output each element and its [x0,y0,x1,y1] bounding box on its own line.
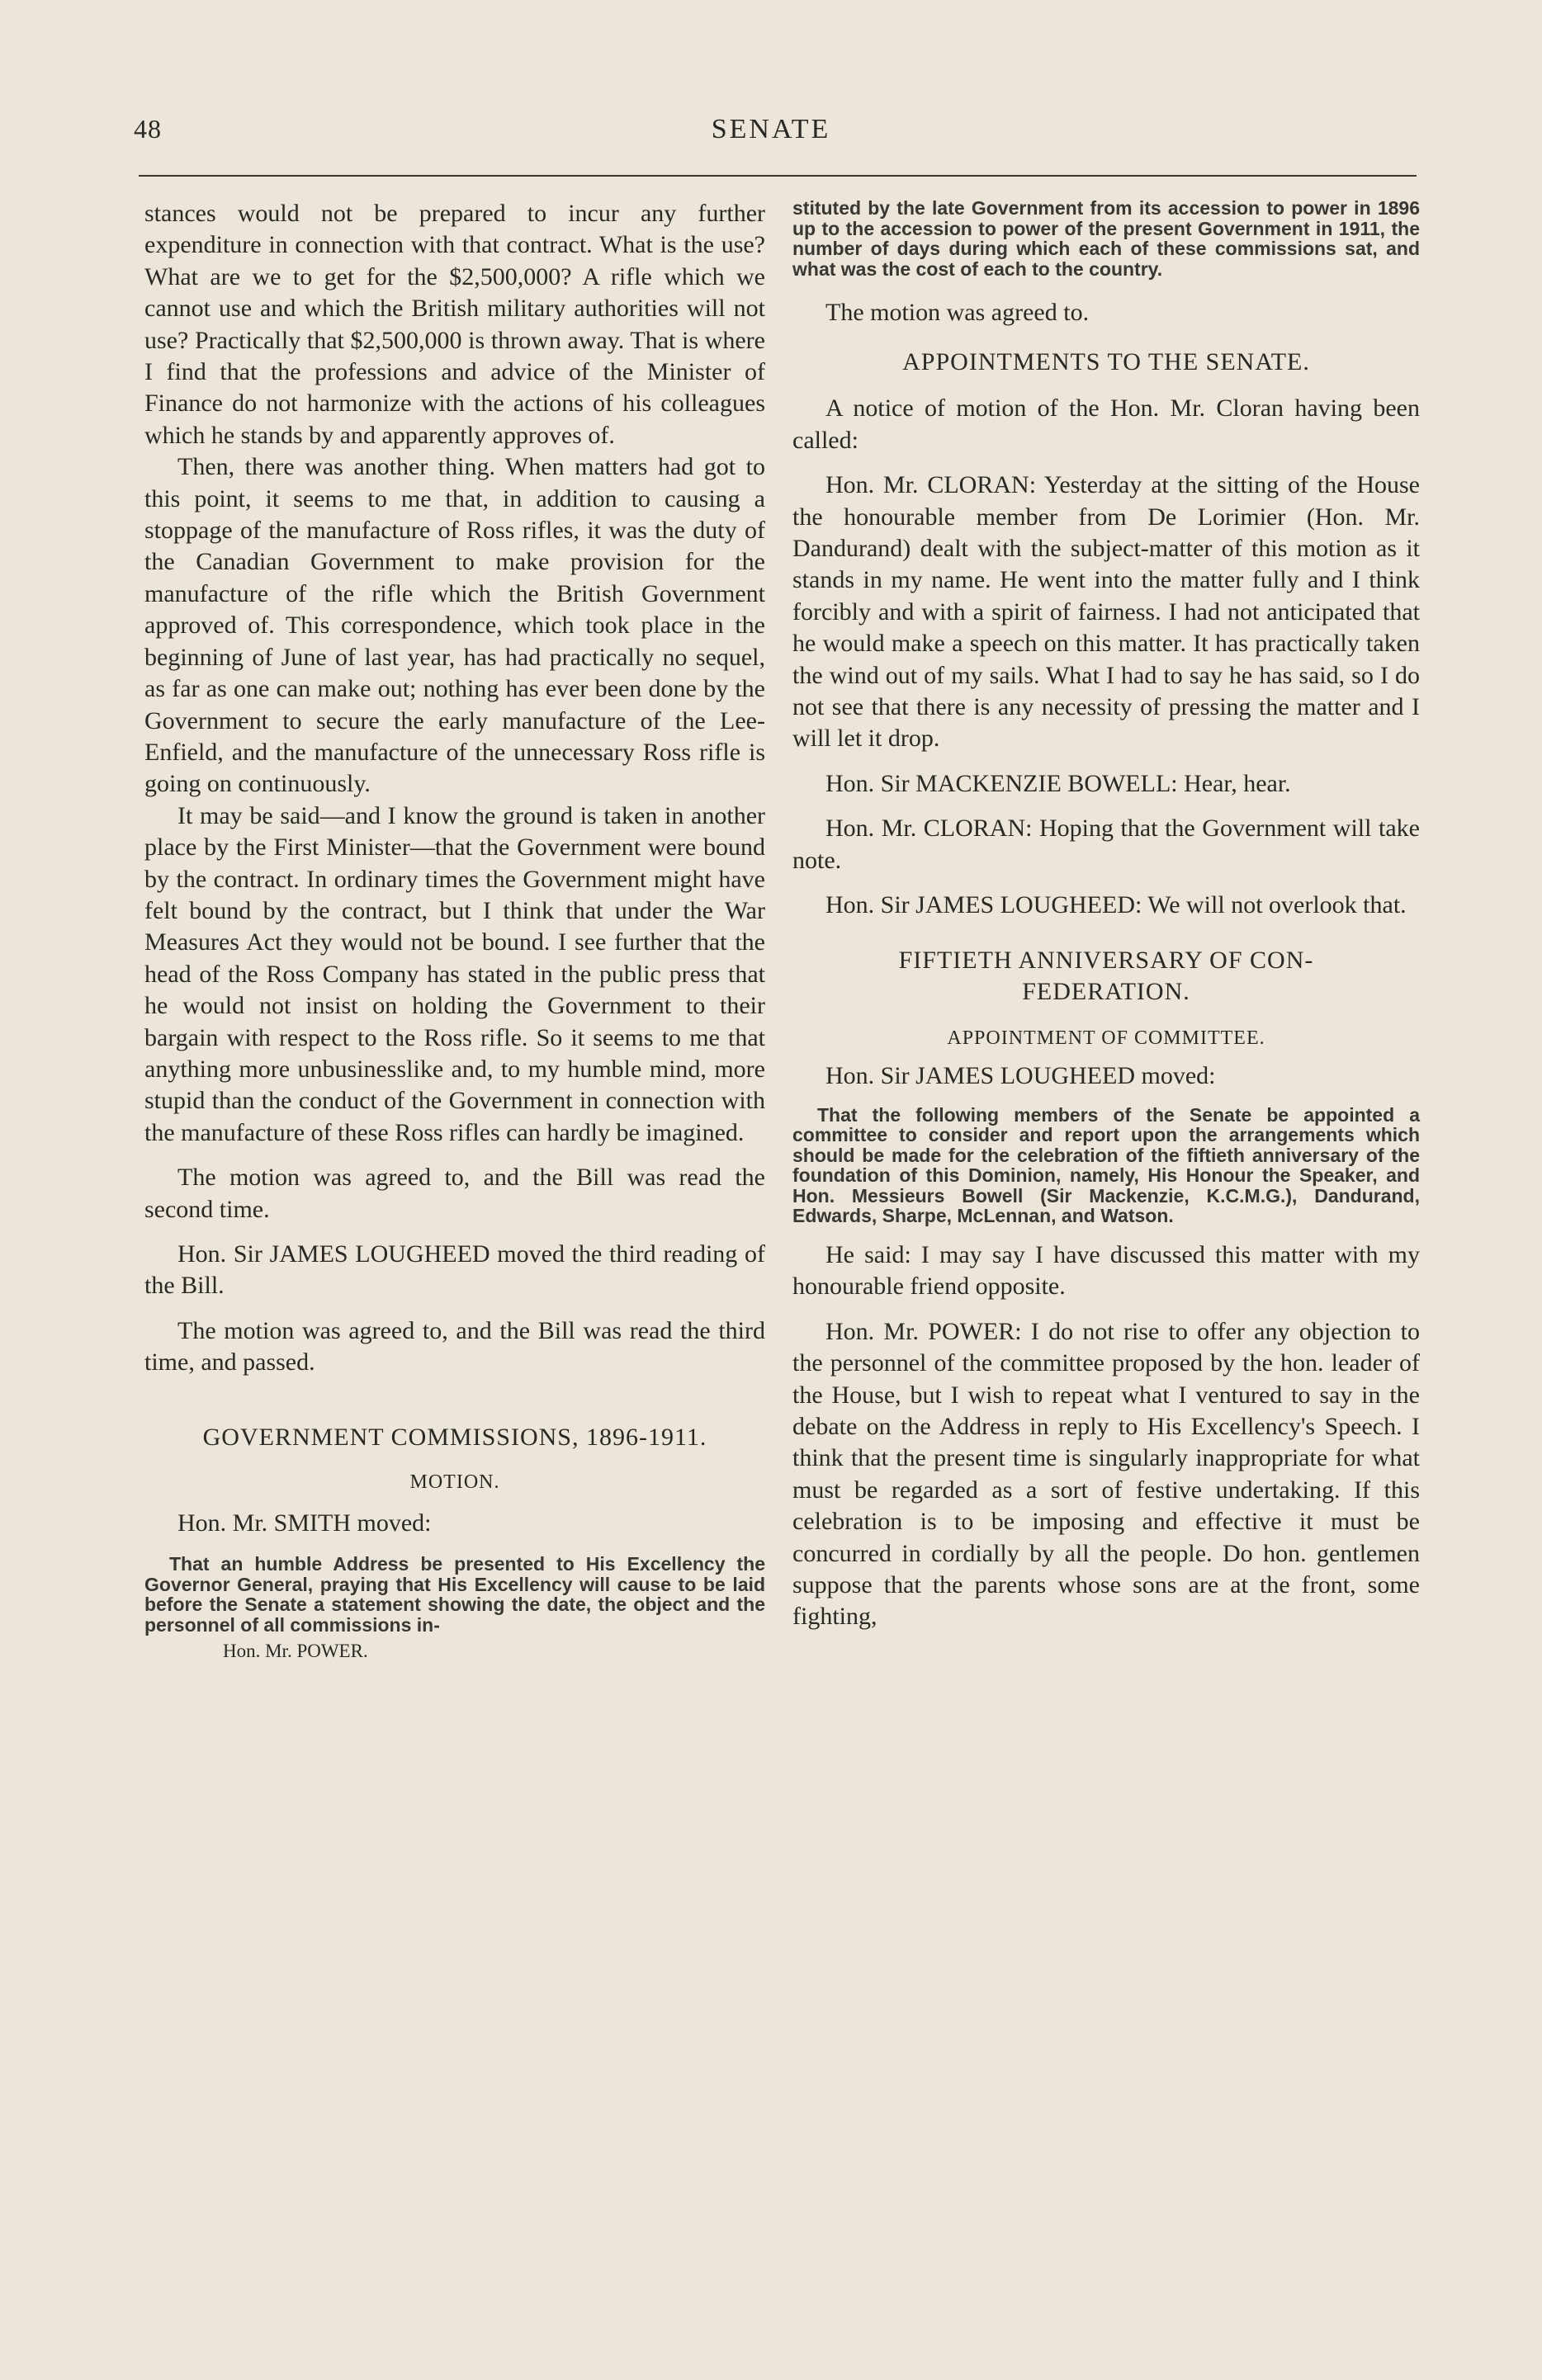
section-heading [792,945,1420,1008]
paragraph: Hon. Sir JAMES LOUGHEED moved the third reading of the Bill. [144,1240,765,1300]
speech-paragraph: Hon. Mr. POWER: I do not rise to offer any objection to the personnel of the committee proposed by the hon. leader of the House, but I wish to repeat what I ventured to say in the debate on the Address in reply to His Excellency's Speech. I think that the present time is singularly inappropriate for what must be regarded as a sort of festive undertaking. If this celebration is to be imposing and effective it must be concurred in cordially by all the people. Do hon. gentlemen suppose that the parents whose sons are at the front, some fighting, [792,1317,1420,1631]
header-rule [139,175,1417,177]
paragraph: The motion was agreed to. [825,299,1090,326]
right-column [792,198,1420,1633]
mover-line: Hon. Sir JAMES LOUGHEED moved: [825,1061,1216,1089]
section-heading: APPOINTMENTS TO THE SENATE. [902,348,1310,376]
section-heading-line: FEDERATION. [1022,977,1190,1005]
motion-text: That an humble Address be presented to His Excellency the Governor General, praying that His Excellency will cause to be laid before the Senate a statement showing the date, the object and the personnel of all commissions in- [144,1553,765,1636]
speech-paragraph: Hon. Mr. CLORAN: Yesterday at the sitting of the House the honourable member from De Lorimier (Hon. Mr. Dandurand) dealt with the subject-matter of this motion as it stands in my name. He went into the matter fully and I think forcibly and with a spirit of fairness. I had not anticipated that he would make a speech on this matter. It has practically taken the wind out of my sails. What I had to say he has said, so I do not see that there is any necessity of pressing the matter and I will let it drop. [792,471,1420,753]
speech-paragraph: Hon. Mr. CLORAN: Hoping that the Government will take note. [792,815,1420,874]
paragraph: stances would not be prepared to incur any further expenditure in connection with that contract. What is the use? What are we to get for the $2,500,000? A rifle which we cannot use and which the British military authorities will not use? Practically that $2,500,000 is thrown away. That is where I find that the professions and advice of the Minister of Finance do not harmonize with the actions of his colleagues which he stands by and apparently approves of. [144,200,765,449]
left-column [144,198,765,1663]
section-heading: GOVERNMENT COMMISSIONS, 1896-1911. [202,1423,707,1451]
paragraph: Then, there was another thing. When matters had got to this point, it seems to me that, in addition to causing a stoppage of the manufacture of Ross rifles, it was the duty of the Canadian Government to make provision for the manufacture of the rifle which the British Government approved of. This correspondence, which took place in the beginning of June of last year, has had practically no sequel, as far as one can make out; nothing has ever been done by the Government to secure the early manufacture of the Lee-Enfield, and the manufacture of the unnecessary Ross rifle is going on continuously. [144,453,765,798]
paragraph: The motion was agreed to, and the Bill was read the third time, and passed. [144,1316,765,1377]
section-subheading: MOTION. [409,1471,500,1493]
mover-line: Hon. Mr. SMITH moved: [177,1509,432,1537]
running-head: SENATE [711,114,831,144]
paragraph: The motion was agreed to, and the Bill was read the second time. [144,1164,765,1223]
section-heading-line: FIFTIETH ANNIVERSARY OF CON- [898,946,1314,974]
motion-text: That the following members of the Senate be appointed a committee to consider and report upon the arrangements which should be made for the celebration of the fiftieth anniversary of the foundation of this Dominion, namely, His Honour the Speaker, and Hon. Messieurs Bowell (Sir Mackenzie, K.C.M.G.), Dandurand, Edwards, Sharpe, McLennan, and Watson. [792,1103,1420,1227]
motion-continuation: stituted by the late Government from its accession to power in 1896 up to the accession to power of the present Government in 1911, the number of days during which each of these commissions sat, and what was the cost of each to the country. [792,197,1420,280]
speech-paragraph: Hon. Sir MACKENZIE BOWELL: Hear, hear. [825,769,1291,797]
section-subheading: APPOINTMENT OF COMMITTEE. [947,1027,1265,1049]
speech-paragraph: Hon. Sir JAMES LOUGHEED: We will not overlook that. [825,891,1407,919]
signoff: Hon. Mr. POWER. [223,1641,368,1662]
page-number: 48 [134,114,162,144]
speech-paragraph: He said: I may say I have discussed this matter with my honourable friend opposite. [792,1240,1420,1301]
paragraph: A notice of motion of the Hon. Mr. Cloran having been called: [792,394,1420,454]
paragraph: It may be said—and I know the ground is taken in another place by the First Minister—that the Government were bound by the contract. In ordinary times the Government might have felt bound by the contract, but I think that under the War Measures Act they would not be bound. I see further that the head of the Ross Company has stated in the public press that he would not insist on holding the Government to their bargain with respect to the Ross rifle. So it seems to me that anything more unbusinesslike and, to my humble mind, more stupid than the conduct of the Government in connection with the manufacture of these Ross rifles can hardly be imagined. [144,801,765,1146]
